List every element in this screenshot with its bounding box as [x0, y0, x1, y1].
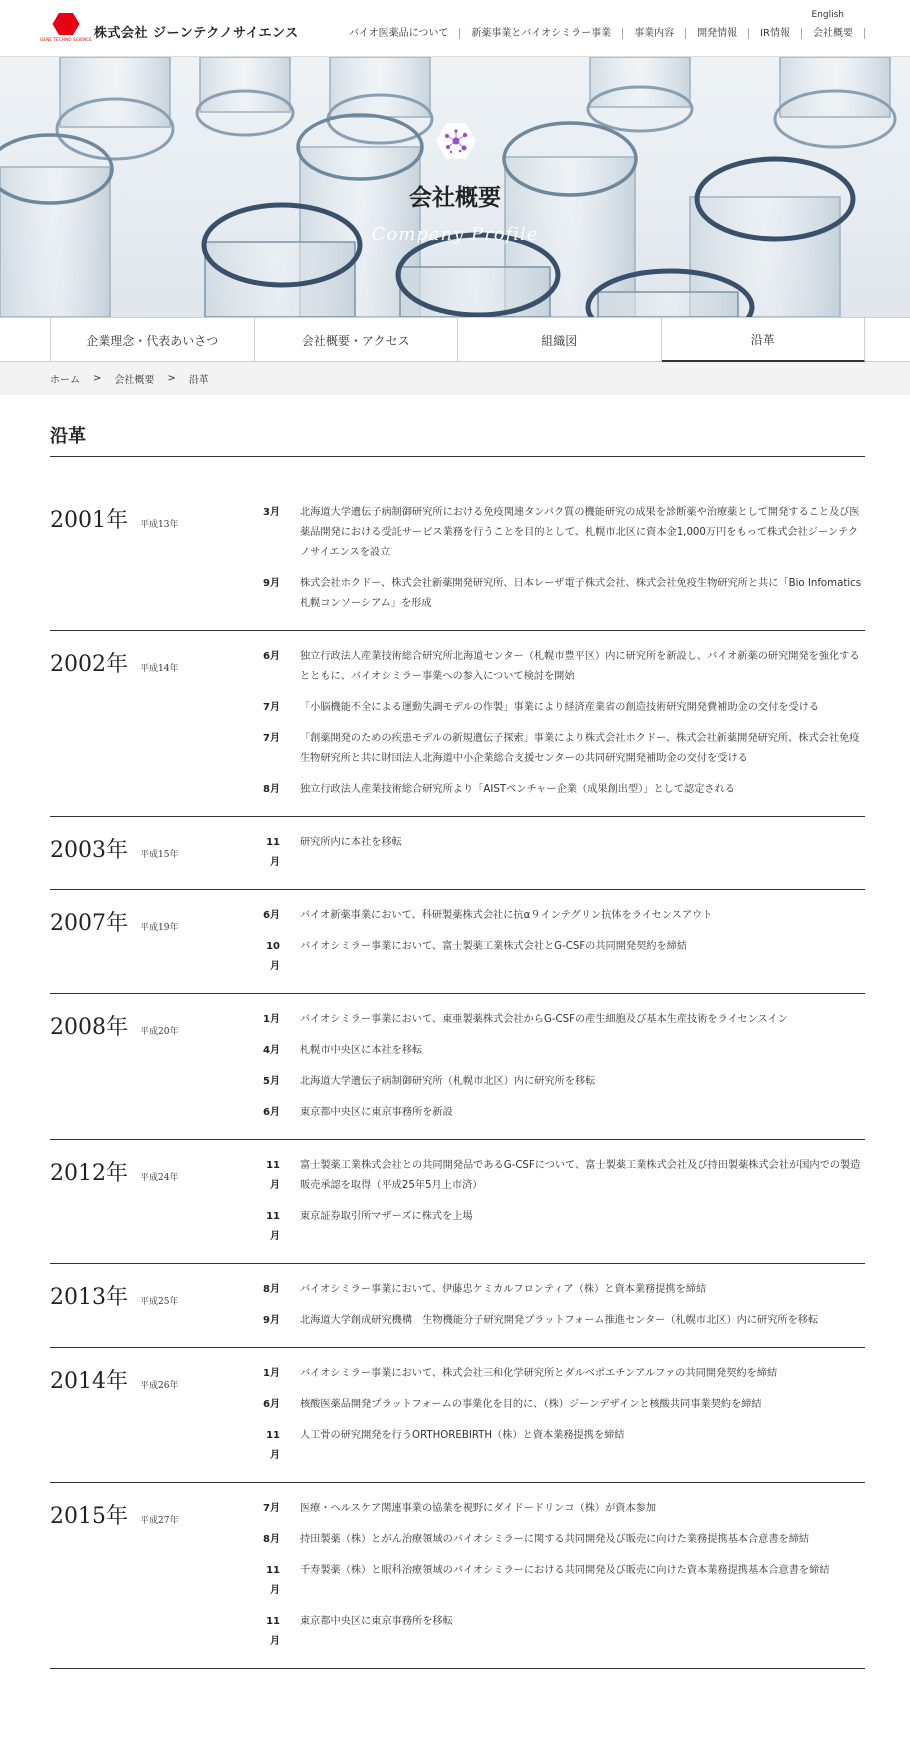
- event-item: [260, 1395, 865, 1415]
- era-label: 平成25年: [140, 1297, 179, 1307]
- event-month: 11月: [266, 1430, 280, 1461]
- event-item: [260, 503, 865, 563]
- breadcrumb-home[interactable]: ホーム: [50, 375, 80, 386]
- event-item: [260, 698, 865, 718]
- era-label: 平成15年: [140, 850, 179, 860]
- nav-new-drug-biosimilar[interactable]: 新薬事業とバイオシミラー事業: [460, 28, 623, 39]
- event-list: [260, 1280, 865, 1331]
- event-month: 7月: [263, 1503, 280, 1514]
- event-item: [260, 1041, 865, 1061]
- english-link[interactable]: English: [811, 10, 844, 20]
- era-label: 平成14年: [140, 664, 179, 674]
- nav-business[interactable]: 事業内容: [623, 28, 686, 39]
- event-item: [260, 1280, 865, 1300]
- event-item: [260, 906, 865, 926]
- site-header: [0, 0, 910, 57]
- hero-subtitle: Company Profile: [371, 224, 539, 245]
- event-description: 独立行政法人産業技術総合研究所より「AISTベンチャー企業（成果創出型）」として認定される: [300, 784, 735, 795]
- event-description: 「創薬開発のための疾患モデルの新規遺伝子探索」事業により株式会社ホクドー、株式会社新薬開発研究所、株式会社免疫生物研究所と共に財団法人北海道中小企業総合支援センターの共同研究開発補助金の交付を受ける: [300, 733, 860, 764]
- event-month: 8月: [263, 784, 280, 795]
- year-heading: [50, 1364, 178, 1395]
- event-month: 4月: [263, 1045, 280, 1056]
- main-content: [0, 422, 910, 1669]
- era-label: 平成26年: [140, 1381, 179, 1391]
- event-list: [260, 906, 865, 977]
- year-heading: [50, 1010, 178, 1041]
- event-month: 11月: [266, 837, 280, 868]
- event-description: 富士製薬工業株式会社との共同開発品であるG-CSFについて、富士製薬工業株式会社及び持田製薬株式会社が国内での製造販売承認を取得（平成25年5月上市済）: [300, 1160, 861, 1191]
- year-heading: [50, 503, 178, 534]
- company-logo[interactable]: [40, 12, 299, 42]
- year-label: 2002年: [50, 652, 128, 677]
- event-description: 人工骨の研究開発を行うORTHOREBIRTH（株）と資本業務提携を締結: [300, 1430, 625, 1441]
- breadcrumb-separator: >: [167, 373, 176, 384]
- event-month: 6月: [263, 1399, 280, 1410]
- event-description: 東京都中央区に東京事務所を新設: [300, 1107, 453, 1118]
- history-year-block: [50, 817, 865, 890]
- event-description: 東京都中央区に東京事務所を移転: [300, 1616, 453, 1627]
- year-heading: [50, 833, 178, 864]
- event-item: [260, 1612, 865, 1652]
- event-description: 札幌市中央区に本社を移転: [300, 1045, 423, 1056]
- event-item: [260, 937, 865, 977]
- section-tabs: [0, 317, 910, 362]
- event-item: [260, 729, 865, 769]
- hero-banner: [0, 57, 910, 317]
- event-month: 8月: [263, 1284, 280, 1295]
- breadcrumb-company[interactable]: 会社概要: [114, 375, 155, 386]
- event-item: [260, 780, 865, 800]
- event-month: 9月: [263, 578, 280, 589]
- event-item: [260, 833, 865, 873]
- event-description: 東京証券取引所マザーズに株式を上場: [300, 1211, 473, 1222]
- history-year-block: [50, 1348, 865, 1483]
- event-description: 独立行政法人産業技術総合研究所北海道センター（札幌市豊平区）内に研究所を新設し、バイオ新薬の研究開発を強化するとともに、バイオシミラー事業への参入について検討を開始: [300, 651, 860, 682]
- event-item: [260, 1156, 865, 1196]
- era-label: 平成13年: [140, 520, 179, 530]
- event-month: 1月: [263, 1368, 280, 1379]
- event-month: 7月: [263, 702, 280, 713]
- event-item: [260, 1364, 865, 1384]
- era-label: 平成20年: [140, 1027, 179, 1037]
- event-item: [260, 1426, 865, 1466]
- year-label: 2007年: [50, 911, 128, 936]
- event-description: 千寿製薬（株）と眼科治療領域のバイオシミラーにおける共同開発及び販売に向けた資本業務提携基本合意書を締結: [300, 1565, 830, 1576]
- breadcrumb-current: 沿革: [188, 375, 209, 386]
- year-label: 2014年: [50, 1369, 128, 1394]
- event-month: 6月: [263, 1107, 280, 1118]
- global-nav: [349, 28, 865, 39]
- event-month: 11月: [266, 1211, 280, 1242]
- event-list: [260, 1364, 865, 1466]
- history-year-block: [50, 1483, 865, 1669]
- hero-title: 会社概要: [409, 184, 501, 211]
- tab-organization[interactable]: 組織図: [458, 318, 662, 362]
- event-item: [260, 1499, 865, 1519]
- event-list: [260, 1156, 865, 1247]
- year-label: 2008年: [50, 1015, 128, 1040]
- year-label: 2015年: [50, 1504, 128, 1529]
- event-list: [260, 1010, 865, 1123]
- era-label: 平成24年: [140, 1173, 179, 1183]
- event-month: 6月: [263, 651, 280, 662]
- history-year-block: [50, 1140, 865, 1264]
- event-item: [260, 1103, 865, 1123]
- nav-bio-pharma[interactable]: バイオ医薬品について: [349, 28, 461, 39]
- event-item: [260, 1010, 865, 1030]
- event-month: 3月: [263, 507, 280, 518]
- era-label: 平成27年: [140, 1516, 179, 1526]
- event-description: バイオシミラー事業において、株式会社三和化学研究所とダルベポエチンアルファの共同開発契約を締結: [300, 1368, 778, 1379]
- year-heading: [50, 647, 178, 678]
- history-year-block: [50, 631, 865, 817]
- event-list: [260, 833, 865, 873]
- history-timeline: [50, 487, 865, 1669]
- event-item: [260, 1207, 865, 1247]
- event-month: 6月: [263, 910, 280, 921]
- event-item: [260, 1530, 865, 1550]
- event-month: 10月: [266, 941, 280, 972]
- event-item: [260, 1561, 865, 1601]
- breadcrumb: [0, 362, 910, 395]
- event-month: 5月: [263, 1076, 280, 1087]
- event-description: バイオシミラー事業において、伊藤忠ケミカルフロンティア（株）と資本業務提携を締結: [300, 1284, 707, 1295]
- event-item: [260, 1311, 865, 1331]
- event-description: バイオシミラー事業において、富士製薬工業株式会社とG-CSFの共同開発契約を締結: [300, 941, 688, 952]
- event-description: 北海道大学遺伝子病制御研究所における免疫関連タンパク質の機能研究の成果を診断薬や治療薬として開発すること及び医薬品開発における受託サービス業務を行うことを目的として、札幌市北区に資本金1,000万円をもって株式会社ジーンテクノサイエンスを設立: [300, 507, 860, 558]
- event-month: 11月: [266, 1616, 280, 1647]
- event-month: 7月: [263, 733, 280, 744]
- event-description: 北海道大学遺伝子病制御研究所（札幌市北区）内に研究所を移転: [300, 1076, 596, 1087]
- logo-subtext: GENE TECHNO SCIENCE: [40, 37, 92, 42]
- history-year-block: [50, 487, 865, 631]
- year-heading: [50, 1156, 178, 1187]
- year-heading: [50, 906, 178, 937]
- event-description: 核酸医薬品開発プラットフォームの事業化を目的に、（株）ジーンデザインと核酸共同事業契約を締結: [300, 1399, 762, 1410]
- year-heading: [50, 1499, 178, 1530]
- breadcrumb-separator: >: [93, 373, 102, 384]
- year-label: 2012年: [50, 1161, 128, 1186]
- history-year-block: [50, 994, 865, 1140]
- event-description: 医療・ヘルスケア関連事業の協業を視野にダイドードリンコ（株）が資本参加: [300, 1503, 657, 1514]
- era-label: 平成19年: [140, 923, 179, 933]
- company-name: 株式会社 ジーンテクノサイエンス: [94, 26, 299, 41]
- nav-company[interactable]: 会社概要: [802, 28, 865, 39]
- event-list: [260, 1499, 865, 1652]
- tab-philosophy[interactable]: 企業理念・代表あいさつ: [51, 318, 255, 362]
- event-item: [260, 1072, 865, 1092]
- tab-history[interactable]: 沿革: [662, 318, 866, 362]
- event-description: 持田製薬（株）とがん治療領域のバイオシミラーに関する共同開発及び販売に向けた業務提携基本合意書を締結: [300, 1534, 810, 1545]
- event-description: バイオ新薬事業において、科研製薬株式会社に抗α９インテグリン抗体をライセンスアウト: [300, 910, 713, 921]
- molecule-icon: [436, 121, 476, 161]
- nav-ir[interactable]: IR情報: [749, 28, 802, 39]
- page-heading: 沿革: [50, 422, 865, 457]
- event-description: バイオシミラー事業において、東亜製薬株式会社からG-CSFの産生細胞及び基本生産技術をライセンスイン: [300, 1014, 788, 1025]
- event-list: [260, 647, 865, 800]
- year-label: 2001年: [50, 508, 128, 533]
- event-month: 1月: [263, 1014, 280, 1025]
- history-year-block: [50, 1264, 865, 1348]
- event-item: [260, 647, 865, 687]
- year-heading: [50, 1280, 178, 1311]
- year-label: 2013年: [50, 1285, 128, 1310]
- tab-profile-access[interactable]: 会社概要・アクセス: [255, 318, 459, 362]
- event-description: 北海道大学創成研究機構 生物機能分子研究開発プラットフォーム推進センター（札幌市北区）内に研究所を移転: [300, 1315, 819, 1326]
- event-description: 「小脳機能不全による運動失調モデルの作製」事業により経済産業省の創造技術研究開発費補助金の交付を受ける: [300, 702, 820, 713]
- event-list: [260, 503, 865, 614]
- year-label: 2003年: [50, 838, 128, 863]
- event-description: 株式会社ホクドー、株式会社新薬開発研究所、日本レーザ電子株式会社、株式会社免疫生物研究所と共に「Bio Infomatics札幌コンソーシアム」を形成: [300, 578, 862, 609]
- history-year-block: [50, 890, 865, 994]
- event-month: 8月: [263, 1534, 280, 1545]
- event-month: 9月: [263, 1315, 280, 1326]
- event-item: [260, 574, 865, 614]
- logo-hexagon-icon: [40, 12, 92, 42]
- event-description: 研究所内に本社を移転: [300, 837, 402, 848]
- nav-development[interactable]: 開発情報: [686, 28, 749, 39]
- event-month: 11月: [266, 1160, 280, 1191]
- event-month: 11月: [266, 1565, 280, 1596]
